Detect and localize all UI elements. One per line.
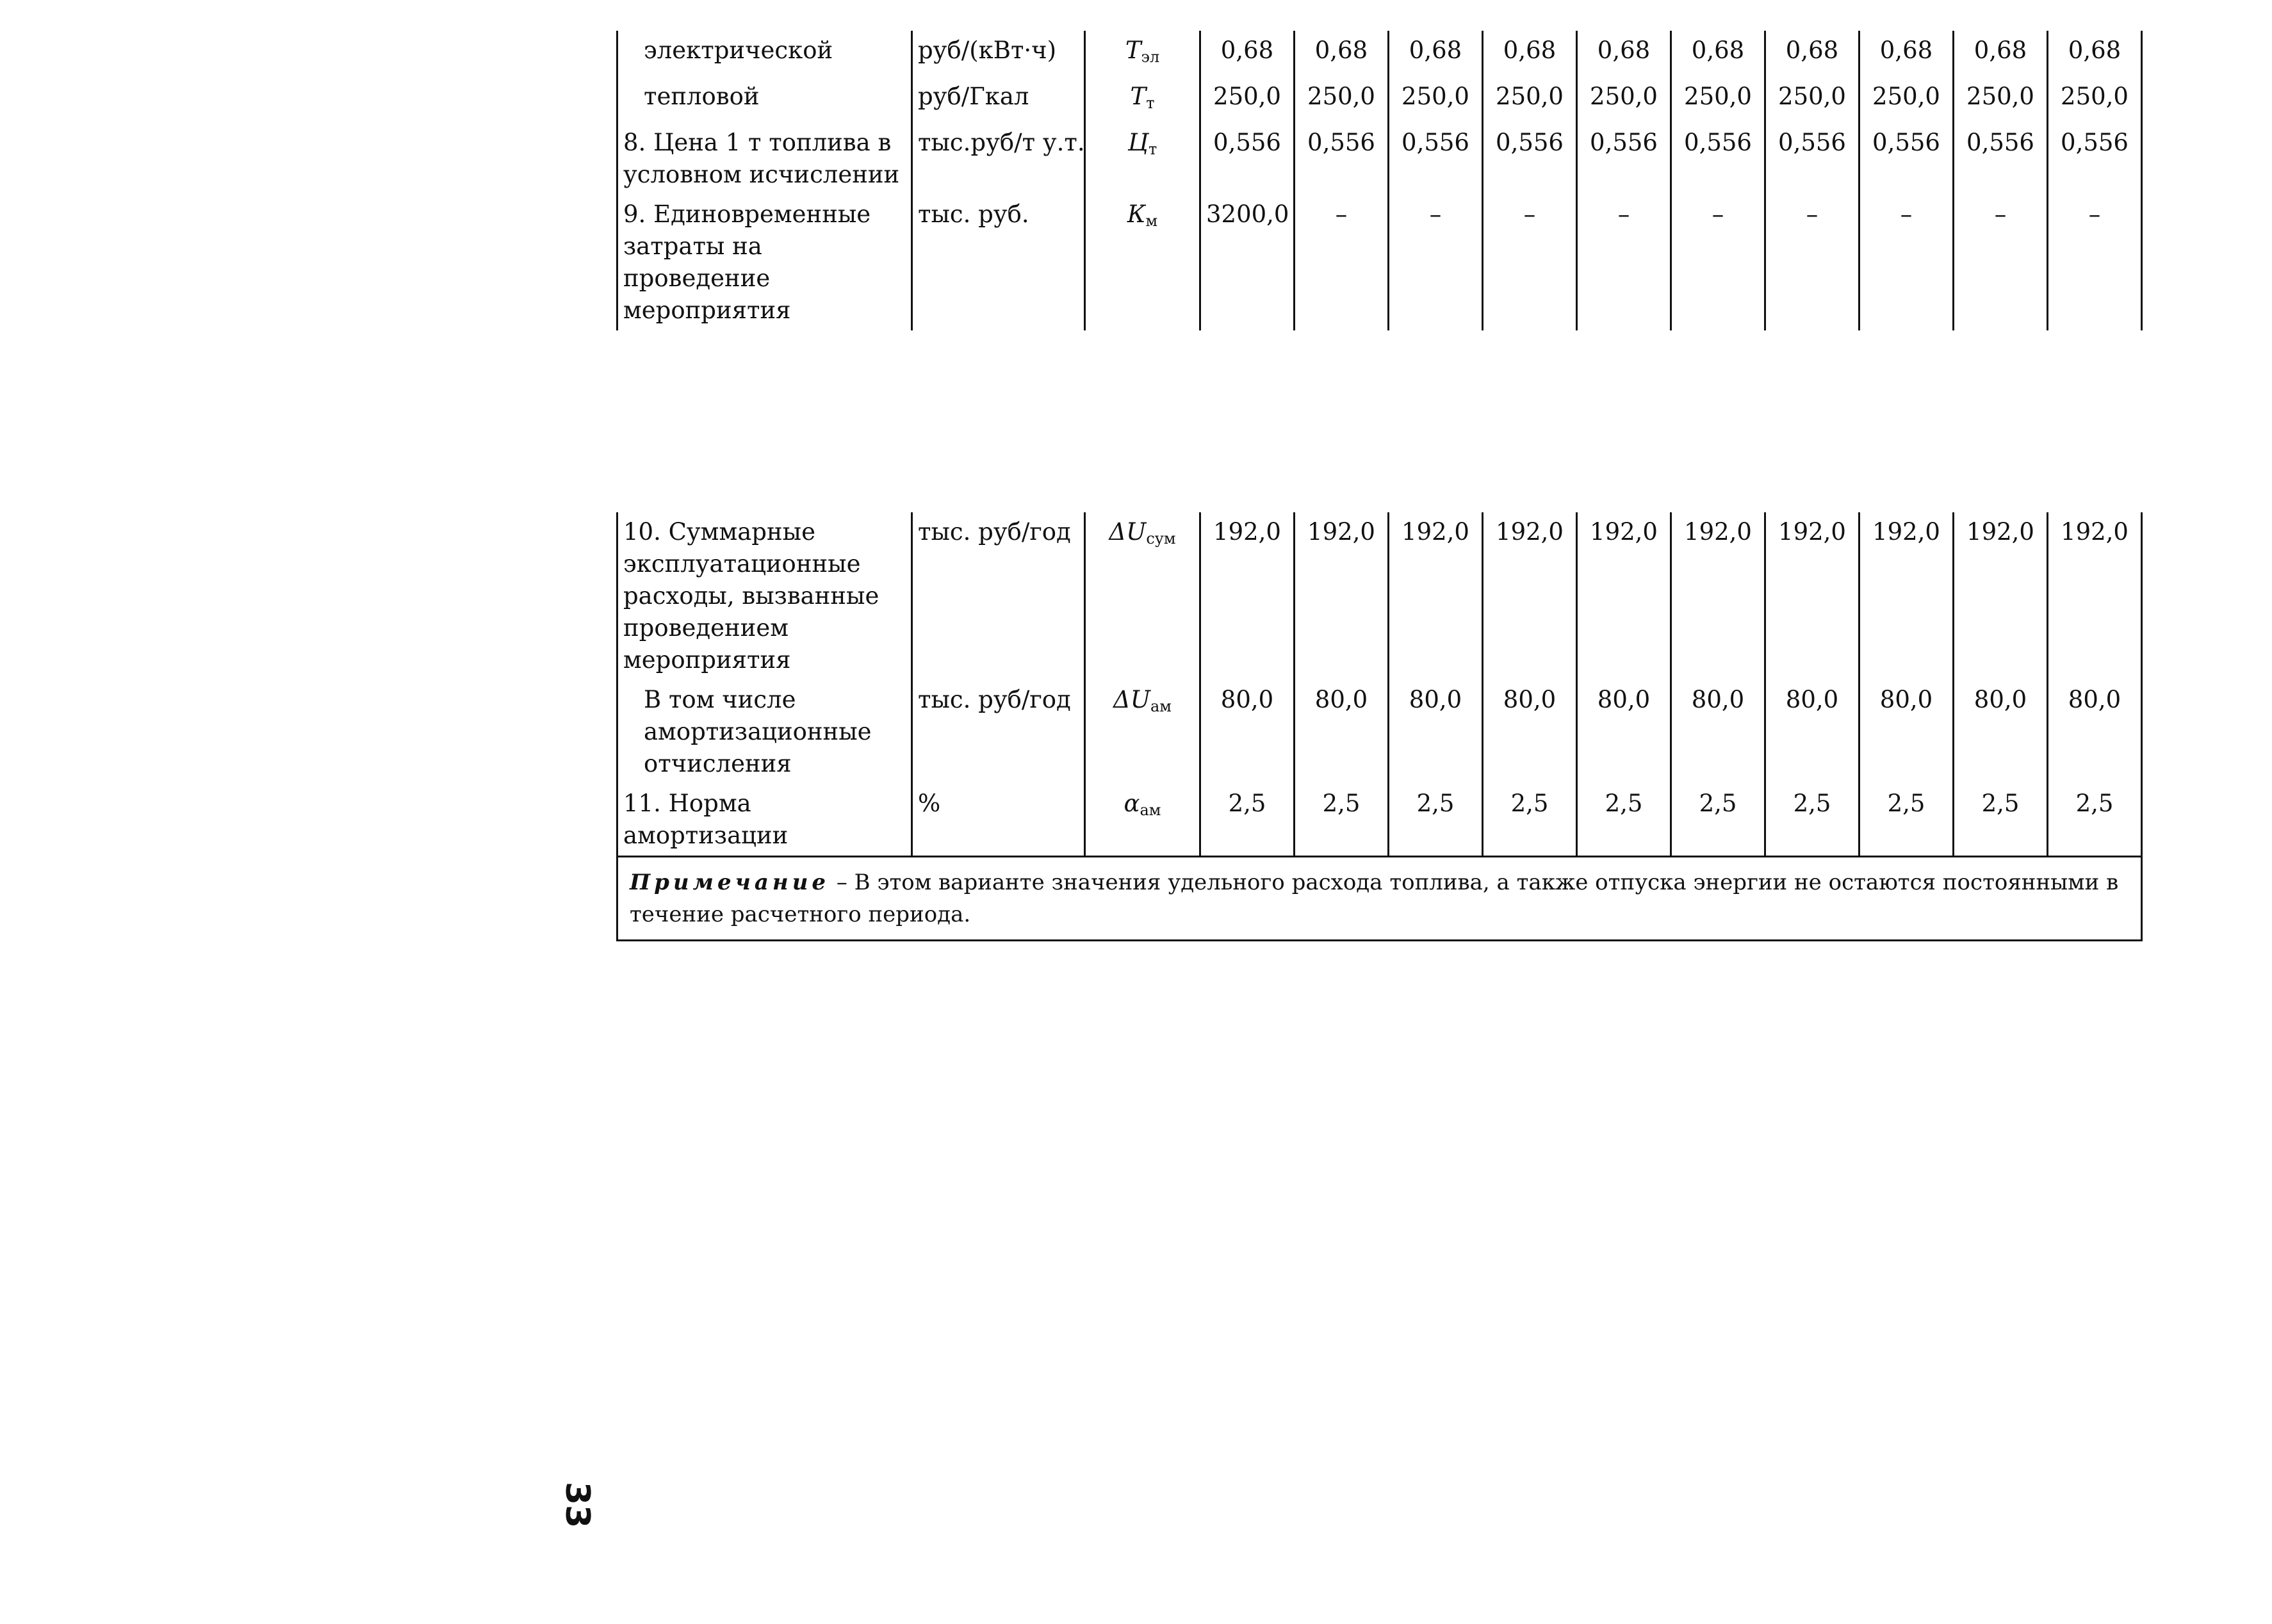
value-cell: 192,0	[2048, 512, 2142, 680]
row-label: В том числе амортизационные отчисления	[617, 680, 912, 784]
value-cell: 2,5	[1295, 784, 1389, 857]
table-row	[617, 784, 2142, 857]
value-cell: –	[1671, 195, 1765, 330]
value-cell: 250,0	[1577, 77, 1671, 123]
row-label: 11. Норма амортизации	[617, 784, 912, 857]
value-cell: 0,556	[1200, 123, 1295, 195]
value-cell: –	[1389, 195, 1483, 330]
row-label: тепловой	[617, 77, 912, 123]
page-number: 33	[558, 1481, 597, 1529]
value-cell: 0,68	[1859, 31, 1954, 77]
value-cell: 192,0	[1389, 512, 1483, 680]
value-cell: 0,68	[1954, 31, 2048, 77]
value-cell: –	[1954, 195, 2048, 330]
value-cell: 0,556	[1859, 123, 1954, 195]
table-row	[617, 123, 2142, 195]
value-cell: 192,0	[1954, 512, 2048, 680]
value-cell: 80,0	[1954, 680, 2048, 784]
table-continuation-top	[616, 31, 2143, 330]
value-cell: 0,556	[1295, 123, 1389, 195]
value-cell: 80,0	[1765, 680, 1859, 784]
symbol-main: T	[1130, 83, 1147, 110]
symbol-subscript: сум	[1146, 530, 1176, 548]
value-cell: 0,68	[1577, 31, 1671, 77]
value-cell: –	[2048, 195, 2142, 330]
value-cell: 0,556	[1765, 123, 1859, 195]
value-cell: –	[1483, 195, 1577, 330]
value-cell: 0,68	[1483, 31, 1577, 77]
unit-cell: руб/Гкал	[912, 77, 1085, 123]
table-row	[617, 77, 2142, 123]
symbol-subscript: т	[1146, 94, 1155, 112]
value-cell: –	[1295, 195, 1389, 330]
symbol-main: T	[1125, 37, 1141, 64]
table-row	[617, 680, 2142, 784]
row-label: электрической	[617, 31, 912, 77]
value-cell: 192,0	[1295, 512, 1389, 680]
value-cell: 0,68	[2048, 31, 2142, 77]
value-cell: 0,556	[1577, 123, 1671, 195]
unit-cell: тыс. руб/год	[912, 512, 1085, 680]
table-row	[617, 31, 2142, 77]
value-cell: 192,0	[1765, 512, 1859, 680]
value-cell: 2,5	[1200, 784, 1295, 857]
symbol-subscript: ам	[1140, 801, 1161, 819]
symbol-main: Ц	[1127, 129, 1148, 156]
value-cell: 2,5	[1577, 784, 1671, 857]
symbol-subscript: эл	[1141, 48, 1160, 66]
row-label: 8. Цена 1 т топлива в условном исчислении	[617, 123, 912, 195]
value-cell: –	[1859, 195, 1954, 330]
symbol-cell	[1085, 680, 1200, 784]
value-cell: 192,0	[1671, 512, 1765, 680]
value-cell: 250,0	[1671, 77, 1765, 123]
value-cell: 0,68	[1389, 31, 1483, 77]
value-cell: 250,0	[1295, 77, 1389, 123]
value-cell: 192,0	[1200, 512, 1295, 680]
value-cell: 80,0	[1389, 680, 1483, 784]
value-cell: 2,5	[1765, 784, 1859, 857]
value-cell: 2,5	[1859, 784, 1954, 857]
value-cell: 0,68	[1200, 31, 1295, 77]
symbol-subscript: т	[1148, 140, 1157, 158]
value-cell: 0,556	[1483, 123, 1577, 195]
value-cell: 3200,0	[1200, 195, 1295, 330]
table-row	[617, 512, 2142, 680]
value-cell: 0,556	[1389, 123, 1483, 195]
symbol-cell	[1085, 77, 1200, 123]
value-cell: 2,5	[2048, 784, 2142, 857]
value-cell: 2,5	[1954, 784, 2048, 857]
value-cell: –	[1765, 195, 1859, 330]
value-cell: 80,0	[2048, 680, 2142, 784]
value-cell: 192,0	[1859, 512, 1954, 680]
value-cell: 2,5	[1389, 784, 1483, 857]
symbol-subscript: м	[1145, 212, 1158, 230]
value-cell: 80,0	[1483, 680, 1577, 784]
symbol-cell	[1085, 123, 1200, 195]
unit-cell: тыс. руб/год	[912, 680, 1085, 784]
value-cell: 80,0	[1859, 680, 1954, 784]
value-cell: 250,0	[1954, 77, 2048, 123]
value-cell: 250,0	[1859, 77, 1954, 123]
note-cell	[617, 857, 2142, 941]
note-label: Примечание	[630, 870, 830, 895]
value-cell: 0,556	[2048, 123, 2142, 195]
value-cell: 2,5	[1671, 784, 1765, 857]
table-continuation-bottom	[616, 512, 2143, 941]
value-cell: 192,0	[1577, 512, 1671, 680]
table-row	[617, 195, 2142, 330]
value-cell: 250,0	[1389, 77, 1483, 123]
value-cell: 80,0	[1295, 680, 1389, 784]
symbol-cell	[1085, 784, 1200, 857]
value-cell: 250,0	[1483, 77, 1577, 123]
symbol-main: ΔU	[1109, 518, 1147, 546]
unit-cell: тыс.руб/т у.т.	[912, 123, 1085, 195]
symbol-subscript: ам	[1150, 697, 1172, 715]
row-label: 10. Суммарные эксплуатационные расходы, вызванные проведением мероприятия	[617, 512, 912, 680]
value-cell: 192,0	[1483, 512, 1577, 680]
row-label: 9. Единовременные затраты на проведение мероприятия	[617, 195, 912, 330]
value-cell: 0,68	[1295, 31, 1389, 77]
value-cell: 0,68	[1671, 31, 1765, 77]
symbol-main: α	[1124, 790, 1140, 817]
note-row	[617, 857, 2142, 941]
unit-cell: тыс. руб.	[912, 195, 1085, 330]
symbol-cell	[1085, 195, 1200, 330]
value-cell: 80,0	[1577, 680, 1671, 784]
value-cell: 250,0	[2048, 77, 2142, 123]
value-cell: –	[1577, 195, 1671, 330]
symbol-main: К	[1127, 200, 1146, 228]
value-cell: 2,5	[1483, 784, 1577, 857]
value-cell: 0,556	[1671, 123, 1765, 195]
value-cell: 250,0	[1765, 77, 1859, 123]
value-cell: 0,556	[1954, 123, 2048, 195]
value-cell: 250,0	[1200, 77, 1295, 123]
symbol-cell	[1085, 512, 1200, 680]
symbol-cell	[1085, 31, 1200, 77]
unit-cell: руб/(кВт·ч)	[912, 31, 1085, 77]
symbol-main: ΔU	[1113, 686, 1150, 713]
value-cell: 80,0	[1200, 680, 1295, 784]
value-cell: 0,68	[1765, 31, 1859, 77]
value-cell: 80,0	[1671, 680, 1765, 784]
note-text: – В этом варианте значения удельного расхода топлива, а также отпуска энергии не остаются постоянными в течение расчетного периода.	[630, 870, 2119, 927]
unit-cell: %	[912, 784, 1085, 857]
